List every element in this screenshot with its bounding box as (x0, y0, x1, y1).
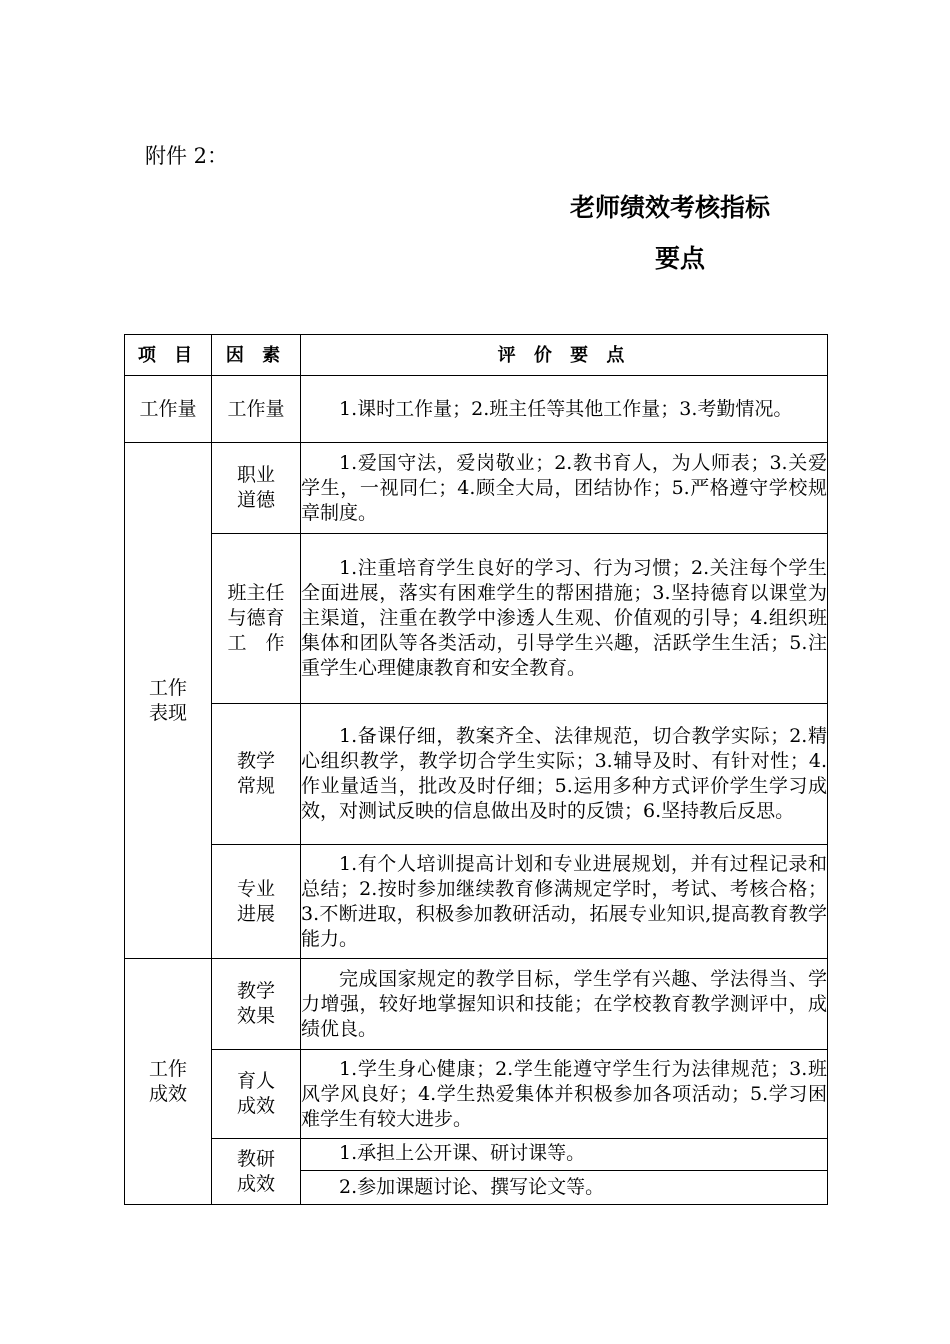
factor-label: 教研成效 (236, 1147, 275, 1195)
category-label: 工作表现 (148, 676, 187, 724)
factor-label: 工作量 (227, 397, 285, 420)
evaluation-text: 2.参加课题讨论、撰写论文等。 (301, 1171, 828, 1205)
evaluation-text: 1.承担上公开课、研讨课等。 (301, 1139, 828, 1171)
evaluation-text: 1.备课仔细，教案齐全、法律规范，切合教学实际；2.精心组织教学，教学切合学生实际；3.辅导及时、有针对性；4.作业量适当，批改及时仔细；5.运用多种方式评价学生学习成效，对测试反映的信息做出及时的反馈；6.坚持教后反思。 (301, 704, 828, 845)
factor-cell (212, 443, 301, 534)
table-row (125, 959, 828, 1050)
evaluation-text: 1.学生身心健康；2.学生能遵守学生行为法律规范；3.班风学风良好；4.学生热爱集体并积极参加各项活动；5.学习困难学生有较大进步。 (301, 1050, 828, 1139)
factor-label: 专业进展 (236, 877, 275, 925)
factor-label: 教学常规 (236, 750, 275, 797)
table-row (125, 1139, 828, 1171)
factor-cell (212, 845, 301, 959)
category-cell (125, 959, 212, 1205)
title-line-1: 老师绩效考核指标 (570, 193, 771, 222)
factor-label: 育人成效 (236, 1070, 275, 1117)
factor-cell (212, 534, 301, 704)
factor-cell (212, 376, 301, 443)
factor-cell (212, 1139, 301, 1205)
factor-cell (212, 704, 301, 845)
category-cell (125, 376, 212, 443)
table-row (125, 534, 828, 704)
attachment-label: 附件 2： (145, 144, 229, 168)
table-header-row (125, 335, 828, 376)
factor-label: 教学效果 (236, 980, 275, 1027)
category-label: 工作成效 (148, 1057, 187, 1105)
factor-label: 职业道德 (236, 464, 275, 511)
evaluation-text: 1.注重培育学生良好的学习、行为习惯；2.关注每个学生全面进展，落实有困难学生的帮困措施；3.坚持德育以课堂为主渠道，注重在教学中渗透人生观、价值观的引导；4.组织班集体和团队等各类活动，引导学生兴趣，活跃学生生活；5.注重学生心理健康教育和安全教育。 (301, 534, 828, 704)
table-row (125, 443, 828, 534)
factor-cell (212, 1050, 301, 1139)
table-row (125, 1050, 828, 1139)
table-row (125, 704, 828, 845)
table-row (125, 845, 828, 959)
evaluation-text: 完成国家规定的教学目标，学生学有兴趣、学法得当、学力增强，较好地掌握知识和技能；在学校教育教学测评中，成绩优良。 (301, 959, 828, 1050)
category-cell (125, 443, 212, 959)
factor-cell (212, 959, 301, 1050)
title-line-2: 要点 (655, 244, 706, 273)
evaluation-table (124, 334, 828, 1205)
evaluation-text: 1.有个人培训提高计划和专业进展规划，并有过程记录和总结；2.按时参加继续教育修满规定学时，考试、考核合格；3.不断进取，积极参加教研活动，拓展专业知识,提高教育教学能力。 (301, 845, 828, 959)
factor-label: 班主任与德育工 作 (227, 582, 285, 654)
header-item: 项 目 (125, 335, 212, 376)
header-factor: 因 素 (212, 335, 301, 376)
table-row (125, 376, 828, 443)
evaluation-text: 1.爱国守法，爱岗敬业；2.教书育人，为人师表；3.关爱学生，一视同仁；4.顾全大局，团结协作；5.严格遵守学校规章制度。 (301, 443, 828, 534)
evaluation-text: 1.课时工作量；2.班主任等其他工作量；3.考勤情况。 (301, 376, 828, 443)
header-evaluation-points: 评 价 要 点 (301, 335, 828, 376)
category-label: 工作量 (139, 397, 197, 420)
